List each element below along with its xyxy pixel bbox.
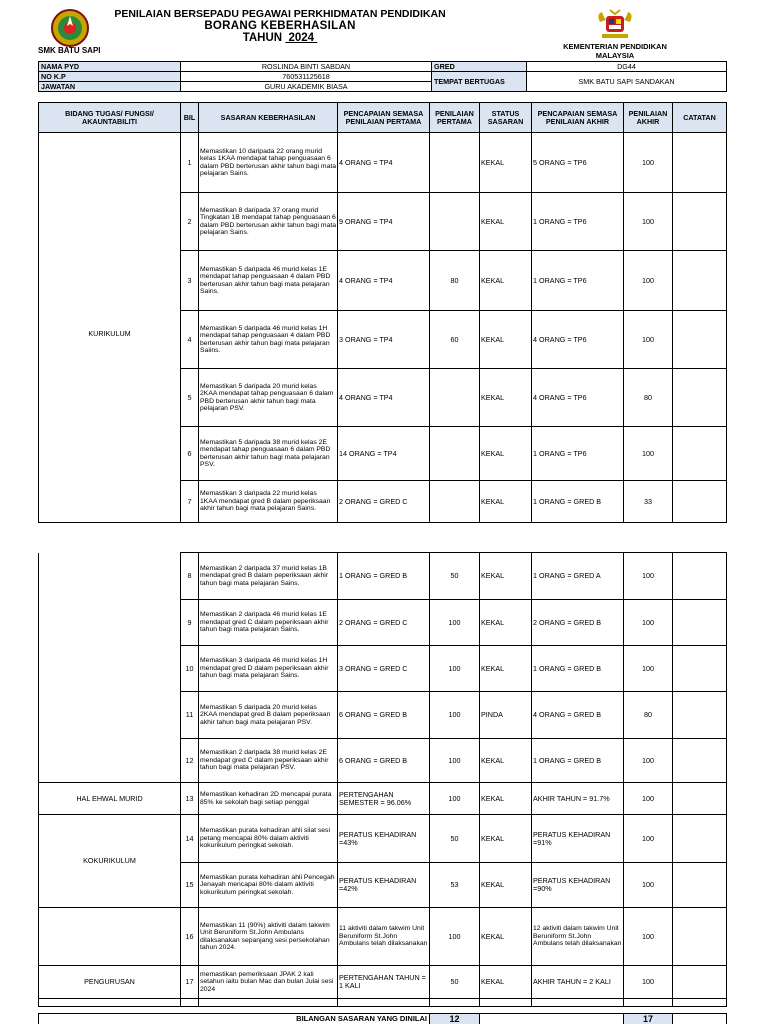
row-pencapaian-pertama: 6 ORANG = GRED B [338,692,430,739]
row-bil: 17 [181,966,199,999]
gred-label: GRED [432,62,527,72]
total-spacer [480,1014,624,1024]
ministry-crest-icon [592,8,638,40]
row-pencapaian-akhir: 4 ORANG = TP6 [532,369,624,427]
row-pencapaian-akhir: 4 ORANG = GRED B [532,692,624,739]
col-bil: BIL [181,103,199,133]
row-penilaian-akhir: 80 [624,369,673,427]
row-penilaian-akhir: 33 [624,481,673,523]
row-sasaran: Memastikan 5 daripada 20 murid kelas 2KAA mendapat tahap penguasaan 6 dalam PBD berterusan akhir tahun bagi mata pelajaran PSV. [199,369,338,427]
row-status: KEKAL [480,646,532,692]
info-table [38,61,727,92]
row-status: KEKAL [480,311,532,369]
row-penilaian-pertama: 100 [430,692,480,739]
row-penilaian-pertama: 50 [430,553,480,600]
row-status: KEKAL [480,133,532,193]
row-penilaian-pertama: 100 [430,783,480,815]
row-penilaian-pertama: 50 [430,966,480,999]
row-sasaran: Memastikan purata kehadiran ahli silat sesi petang mencapai 80% dalam aktiviti kokurikulum peringkat sekolah. [199,815,338,863]
table-row [39,133,727,193]
row-catatan [673,133,727,193]
row-status: KEKAL [480,863,532,908]
section-kokurikulum: KOKURIKULUM [39,815,181,908]
row-pencapaian-akhir: 1 ORANG = TP6 [532,427,624,481]
row-catatan [673,600,727,646]
jawatan-label: JAWATAN [39,82,181,92]
row-penilaian-akhir: 100 [624,427,673,481]
total-label: BILANGAN SASARAN YANG DINILAI [39,1014,430,1024]
targets-table-part-2 [38,552,727,1007]
total-row [39,1014,727,1024]
table-row [39,966,727,999]
row-pencapaian-pertama: 3 ORANG = TP4 [338,311,430,369]
row-catatan [673,815,727,863]
row-pencapaian-pertama: 2 ORANG = GRED C [338,481,430,523]
row-status: KEKAL [480,251,532,311]
nama-label: NAMA PYD [39,62,181,72]
row-penilaian-pertama: 80 [430,251,480,311]
col-bidang: BIDANG TUGAS/ FUNGSI/ AKAUNTABILITI [39,103,181,133]
row-pencapaian-pertama: 9 ORANG = TP4 [338,193,430,251]
row-penilaian-akhir: 100 [624,739,673,783]
gred-value: DG44 [527,62,727,72]
row-penilaian-pertama: 100 [430,600,480,646]
row-penilaian-akhir: 100 [624,251,673,311]
row-pencapaian-akhir: 12 aktiviti dalam takwim Unit Beruniform St.John Ambulans telah dilaksanakan [532,908,624,966]
row-penilaian-pertama: 100 [430,739,480,783]
col-pencapaian-pertama: PENCAPAIAN SEMASA PENILAIAN PERTAMA [338,103,430,133]
row-bil: 12 [181,739,199,783]
row-status: KEKAL [480,553,532,600]
nokp-label: NO K.P [39,72,181,82]
row-penilaian-akhir: 100 [624,193,673,251]
row-sasaran: Memastikan 3 daripada 46 murid kelas 1H mendapat gred D dalam peperiksaan akhir tahun bagi mata pelajaran Sains. [199,646,338,692]
row-pencapaian-pertama: 1 ORANG = GRED B [338,553,430,600]
form-header [0,0,768,60]
row-sasaran: memastikan pemeriksaan JPAK 2 kali setahun iaitu bulan Mac dan bulan Julai sesi 2024 [199,966,338,999]
row-sasaran: Memastikan 5 daripada 46 murid kelas 1E mendapat tahap penguasaan 4 dalam PBD berterusan akhir tahun bagi mata pelajaran Sains. [199,251,338,311]
row-bil: 11 [181,692,199,739]
row-status: PINDA [480,692,532,739]
section-pengurusan: PENGURUSAN [39,966,181,999]
nokp-value: 760531125618 [181,72,432,82]
row-penilaian-pertama [430,193,480,251]
row-status: KEKAL [480,815,532,863]
row-sasaran: Memastikan 11 (90%) aktiviti dalam takwim Unit Beruniform St.John Ambulans dilaksanakan sepanjang sesi persekolahan tahun 2024. [199,908,338,966]
row-pencapaian-akhir: PERATUS KEHADIRAN =91% [532,815,624,863]
nama-value: ROSLINDA BINTI SABDAN [181,62,432,72]
row-bil: 5 [181,369,199,427]
row-status: KEKAL [480,739,532,783]
row-penilaian-pertama: 100 [430,646,480,692]
row-penilaian-akhir: 100 [624,863,673,908]
row-catatan [673,863,727,908]
section-kurikulum: KURIKULUM [39,133,181,523]
row-sasaran: Memastikan 3 daripada 22 murid kelas 1KAA mendapat gred B dalam peperiksaan akhir tahun bagi mata pelajaran Sains. [199,481,338,523]
row-sasaran: Memastikan purata kehadiran ahli Pencegah Jenayah mencapai 80% dalam aktiviti kokurikulum peringkat sekolah. [199,863,338,908]
row-status: KEKAL [480,369,532,427]
school-name: SMK BATU SAPI [38,46,101,55]
jawatan-value: GURU AKADEMIK BIASA [181,82,432,92]
row-bil: 1 [181,133,199,193]
row-bil: 13 [181,783,199,815]
row-sasaran: Memastikan 5 daripada 46 murid kelas 1H mendapat tahap penguasaan 4 dalam PBD berterusan akhir tahun bagi mata pelajaran Saiins. [199,311,338,369]
targets-table-part-1 [38,102,727,523]
row-penilaian-pertama [430,369,480,427]
row-catatan [673,783,727,815]
row-pencapaian-akhir: 1 ORANG = GRED B [532,481,624,523]
row-penilaian-pertama [430,133,480,193]
row-pencapaian-akhir: 1 ORANG = GRED A [532,553,624,600]
row-bil: 9 [181,600,199,646]
row-catatan [673,908,727,966]
row-penilaian-pertama: 53 [430,863,480,908]
table-row [39,815,727,863]
row-penilaian-akhir: 100 [624,966,673,999]
row-catatan [673,369,727,427]
table-row-empty [39,999,727,1007]
row-status: KEKAL [480,908,532,966]
row-pencapaian-pertama: 6 ORANG = GRED B [338,739,430,783]
title-line-3 [110,32,450,44]
row-bil: 8 [181,553,199,600]
row-bil: 4 [181,311,199,369]
row-bil: 10 [181,646,199,692]
row-catatan [673,553,727,600]
title-line-2: BORANG KEBERHASILAN [204,20,356,32]
year-value: 2024 [288,32,315,44]
row-sasaran: Memastikan 2 daripada 46 murid kelas 1E mendapat gred C dalam peperiksaan akhir tahun bagi mata pelajaran Sains. [199,600,338,646]
row-pencapaian-pertama: 4 ORANG = TP4 [338,133,430,193]
row-pencapaian-pertama: 4 ORANG = TP4 [338,251,430,311]
tempat-label: TEMPAT BERTUGAS [432,72,527,92]
row-status: KEKAL [480,783,532,815]
row-pencapaian-akhir: AKHIR TAHUN = 2 KALI [532,966,624,999]
row-pencapaian-akhir: 1 ORANG = GRED B [532,646,624,692]
row-penilaian-pertama: 50 [430,815,480,863]
total-akhir: 17 [624,1014,673,1024]
row-penilaian-akhir: 100 [624,783,673,815]
total-pertama: 12 [430,1014,480,1024]
row-penilaian-pertama: 60 [430,311,480,369]
row-sasaran: Memastikan 8 daripada 37 orang murid Tingkatan 1B mendapat tahap penguasaan 6 dalam PBD berterusan akhir tahun bagi mata pelajaran Sains. [199,193,338,251]
section-hal-ehwal-murid: HAL EHWAL MURID [39,783,181,815]
table-row [39,783,727,815]
tempat-value: SMK BATU SAPI SANDAKAN [527,72,727,92]
table-row [39,908,727,966]
row-catatan [673,193,727,251]
row-pencapaian-pertama: 11 aktiviti dalam takwim Unit Beruniform St.John Ambulans telah dilaksanakan [338,908,430,966]
row-pencapaian-pertama: PERATUS KEHADIRAN =42% [338,863,430,908]
row-sasaran: Memastikan 10 daripada 22 orang murid kelas 1KAA mendapat tahap penguasaan 6 dalam PBD berterusan akhir tahun bagi mata pelajaran Sains. [199,133,338,193]
row-sasaran: Memastikan 2 daripada 37 murid kelas 1B mendapat gred B dalam peperiksaan akhir tahun bagi mata pelajaran Sains. [199,553,338,600]
row-pencapaian-akhir: 1 ORANG = GRED B [532,739,624,783]
row-status: KEKAL [480,481,532,523]
row-pencapaian-pertama: PERTENGAHAN TAHUN = 1 KALI [338,966,430,999]
form-title [110,8,450,44]
row-sasaran: Memastikan 2 daripada 38 murid kelas 2E mendapat gred C dalam peperiksaan akhir tahun bagi mata pelajaran PSV. [199,739,338,783]
table-row [39,553,727,600]
row-penilaian-akhir: 100 [624,908,673,966]
table-header-row [39,103,727,133]
row-pencapaian-akhir: 1 ORANG = TP6 [532,251,624,311]
row-catatan [673,966,727,999]
row-pencapaian-pertama: 2 ORANG = GRED C [338,600,430,646]
row-status: KEKAL [480,966,532,999]
row-bil: 16 [181,908,199,966]
row-sasaran: Memastikan 5 daripada 38 murid kelas 2E mendapat tahap penguasaan 6 dalam PBD berterusan akhir tahun bagi mata pelajaran PSV. [199,427,338,481]
row-pencapaian-pertama: PERTENGAHAN SEMESTER = 96.06% [338,783,430,815]
row-penilaian-akhir: 100 [624,553,673,600]
row-penilaian-akhir: 80 [624,692,673,739]
row-sasaran: Memastikan 5 daripada 20 murid kelas 2KAA mendapat gred B dalam peperiksaan akhir tahun bagi mata pelajaran PSV. [199,692,338,739]
row-penilaian-akhir: 100 [624,600,673,646]
row-pencapaian-akhir: 5 ORANG = TP6 [532,133,624,193]
col-sasaran: SASARAN KEBERHASILAN [199,103,338,133]
title-line-1: PENILAIAN BERSEPADU PEGAWAI PERKHIDMATAN PENDIDIKAN [114,8,446,20]
row-status: KEKAL [480,427,532,481]
col-catatan: CATATAN [673,103,727,133]
row-pencapaian-akhir: 4 ORANG = TP6 [532,311,624,369]
row-catatan [673,692,727,739]
col-penilaian-akhir: PENILAIAN AKHIR [624,103,673,133]
row-penilaian-pertama [430,427,480,481]
row-bil: 7 [181,481,199,523]
row-penilaian-akhir: 100 [624,311,673,369]
col-status: STATUS SASARAN [480,103,532,133]
row-pencapaian-pertama: 3 ORANG = GRED C [338,646,430,692]
row-pencapaian-pertama: PERATUS KEHADIRAN =43% [338,815,430,863]
info-row-nokp [39,72,727,82]
ministry-name: KEMENTERIAN PENDIDIKAN MALAYSIA [563,42,667,60]
col-penilaian-pertama: PENILAIAN PERTAMA [430,103,480,133]
row-catatan [673,646,727,692]
row-pencapaian-akhir: 1 ORANG = TP6 [532,193,624,251]
row-pencapaian-akhir: 2 ORANG = GRED B [532,600,624,646]
row-catatan [673,427,727,481]
row-pencapaian-akhir: PERATUS KEHADIRAN =90% [532,863,624,908]
row-catatan [673,251,727,311]
total-table [38,1013,727,1024]
year-label: TAHUN [242,32,283,44]
row-status: KEKAL [480,600,532,646]
row-catatan [673,311,727,369]
row-pencapaian-akhir: AKHIR TAHUN = 91.7% [532,783,624,815]
row-bil: 6 [181,427,199,481]
row-status: KEKAL [480,193,532,251]
section-kurikulum-continued [39,553,181,783]
row-penilaian-pertama: 100 [430,908,480,966]
row-catatan [673,739,727,783]
row-penilaian-akhir: 100 [624,646,673,692]
row-penilaian-akhir: 100 [624,815,673,863]
school-crest-icon [48,8,92,48]
section-blank [39,908,181,966]
row-penilaian-akhir: 100 [624,133,673,193]
row-bil: 15 [181,863,199,908]
row-pencapaian-pertama: 4 ORANG = TP4 [338,369,430,427]
col-pencapaian-akhir: PENCAPAIAN SEMASA PENILAIAN AKHIR [532,103,624,133]
row-bil: 3 [181,251,199,311]
row-pencapaian-pertama: 14 ORANG = TP4 [338,427,430,481]
row-sasaran: Memastikan kehadiran 2D mencapai purata 85% ke sekolah bagi setiap penggal [199,783,338,815]
row-penilaian-pertama [430,481,480,523]
row-bil: 14 [181,815,199,863]
row-catatan [673,481,727,523]
total-catatan [673,1014,727,1024]
row-bil: 2 [181,193,199,251]
info-row-nama [39,62,727,72]
